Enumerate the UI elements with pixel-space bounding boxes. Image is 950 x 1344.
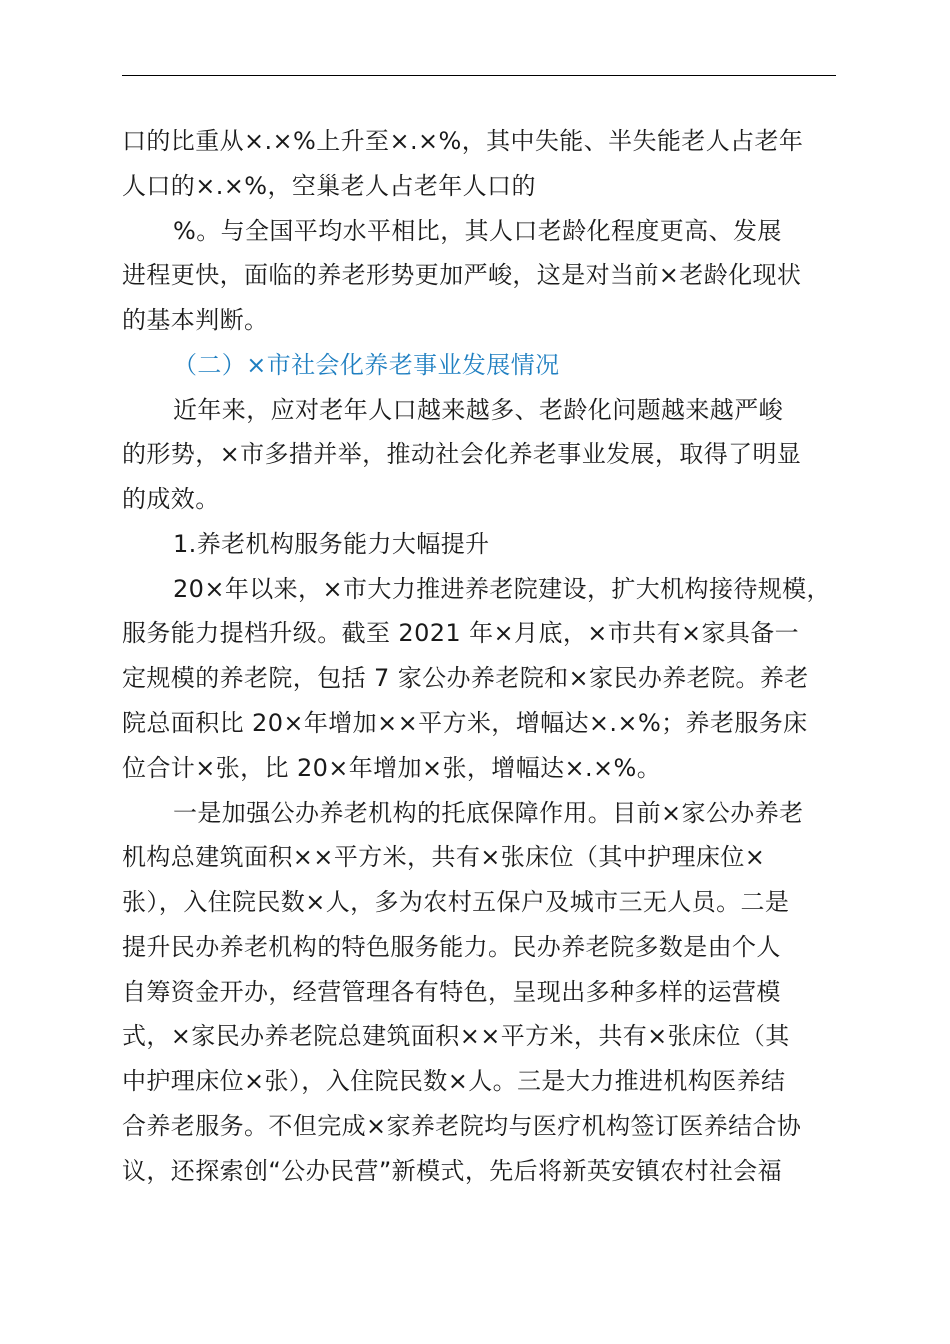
text-line: 近年来，应对老年人口越来越多、老龄化问题越来越严峻 <box>173 396 783 424</box>
text-line: 位合计×张，比 20×年增加×张，增幅达×.×%。 <box>122 754 662 782</box>
text-line: 口的比重从×.×%上升至×.×%，其中失能、半失能老人占老年 <box>122 127 804 155</box>
text-line: 服务能力提档升级。截至 2021 年×月底，×市共有×家具备一 <box>122 619 800 647</box>
text-line: 院总面积比 20×年增加××平方米，增幅达×.×%；养老服务床 <box>122 709 808 737</box>
text-line: 的基本判断。 <box>122 306 269 334</box>
text-line: 自筹资金开办，经营管理各有特色，呈现出多种多样的运营模 <box>122 978 781 1006</box>
text-line: 机构总建筑面积××平方米，共有×张床位（其中护理床位× <box>122 843 766 871</box>
text-line: 进程更快，面临的养老形势更加严峻，这是对当前×老龄化现状 <box>122 261 802 289</box>
text-line: 张），入住院民数×人，多为农村五保户及城市三无人员。二是 <box>122 888 790 916</box>
text-line: 的成效。 <box>122 485 220 513</box>
text-line: 定规模的养老院，包括 7 家公办养老院和×家民办养老院。养老 <box>122 664 809 692</box>
text-line: 人口的×.×%，空巢老人占老年人口的 <box>122 172 536 200</box>
text-line: 合养老服务。不但完成×家养老院均与医疗机构签订医养结合协 <box>122 1112 802 1140</box>
text-line: 20×年以来，×市大力推进养老院建设，扩大机构接待规模， <box>173 575 831 603</box>
subsection-heading: 1.养老机构服务能力大幅提升 <box>173 530 490 558</box>
text-line: 中护理床位×张），入住院民数×人。三是大力推进机构医养结 <box>122 1067 786 1095</box>
text-line: 议，还探索创“公办民营”新模式，先后将新英安镇农村社会福 <box>122 1157 783 1185</box>
text-line: 式，×家民办养老院总建筑面积××平方米，共有×张床位（其 <box>122 1022 790 1050</box>
section-heading: （二）×市社会化养老事业发展情况 <box>173 351 560 379</box>
text-line: %。与全国平均水平相比，其人口老龄化程度更高、发展 <box>173 217 782 245</box>
text-line: 提升民办养老机构的特色服务能力。民办养老院多数是由个人 <box>122 933 781 961</box>
header-rule <box>122 75 836 76</box>
text-line: 一是加强公办养老机构的托底保障作用。目前×家公办养老 <box>173 799 804 827</box>
text-line: 的形势，×市多措并举，推动社会化养老事业发展，取得了明显 <box>122 440 802 468</box>
